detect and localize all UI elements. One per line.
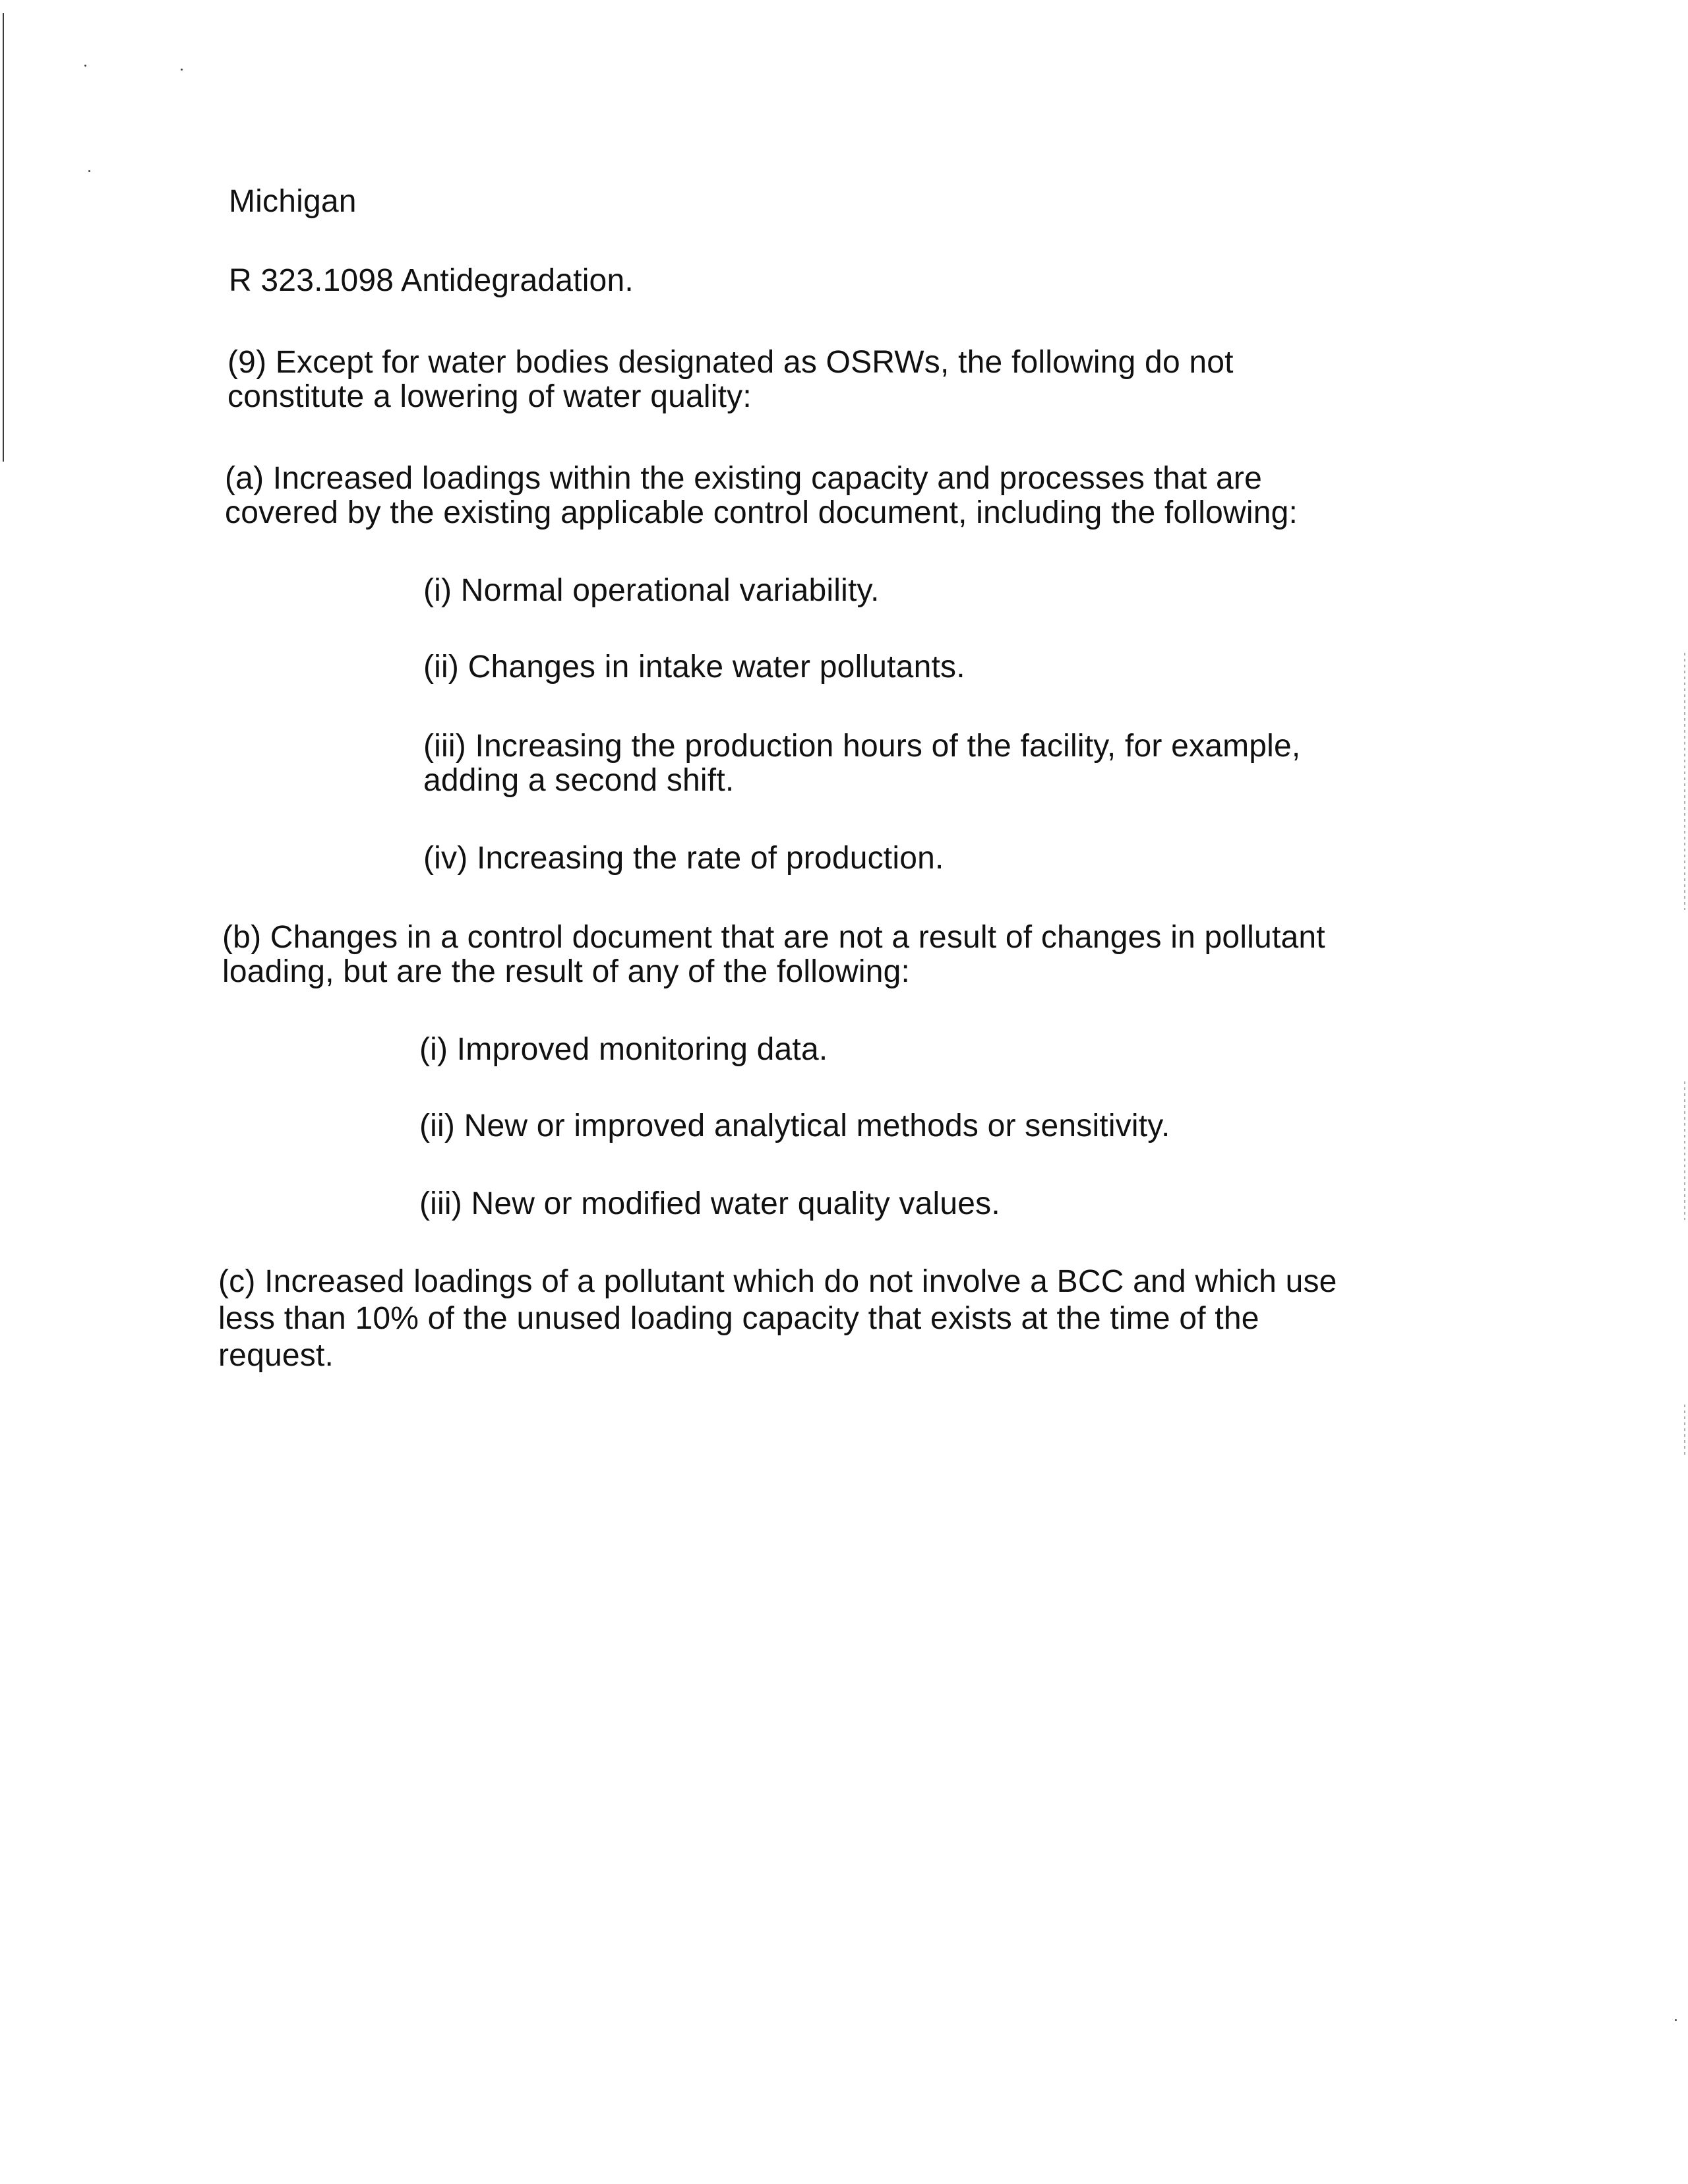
para-a-line-1: (a) Increased loadings within the existing capacity and processes that are	[225, 461, 1262, 496]
scan-speck	[1675, 2019, 1677, 2021]
rule-title: R 323.1098 Antidegradation.	[229, 263, 634, 298]
scan-speck	[181, 69, 183, 71]
b-item-ii: (ii) New or improved analytical methods or sensitivity.	[419, 1108, 1170, 1143]
para-b-line-2: loading, but are the result of any of the following:	[222, 954, 911, 989]
a-item-ii: (ii) Changes in intake water pollutants.	[423, 650, 965, 684]
para-9-line-2: constitute a lowering of water quality:	[227, 379, 752, 414]
a-item-iii-line-2: adding a second shift.	[423, 763, 735, 798]
state-heading: Michigan	[229, 184, 357, 219]
scan-edge-right-upper	[1684, 653, 1685, 910]
scan-speck	[88, 170, 90, 172]
a-item-iii-line-1: (iii) Increasing the production hours of the facility, for example,	[423, 729, 1301, 764]
scan-edge-left	[3, 13, 4, 462]
para-c-line-3: request.	[218, 1338, 334, 1373]
a-item-iv: (iv) Increasing the rate of production.	[423, 841, 944, 876]
para-c-line-2: less than 10% of the unused loading capacity that exists at the time of the	[218, 1301, 1259, 1336]
a-item-i: (i) Normal operational variability.	[423, 573, 880, 608]
para-a-line-2: covered by the existing applicable control document, including the following:	[225, 495, 1298, 530]
scan-speck	[84, 65, 86, 67]
scan-edge-right-lower	[1684, 1405, 1685, 1457]
para-c-line-1: (c) Increased loadings of a pollutant which do not involve a BCC and which use	[218, 1264, 1337, 1299]
para-b-line-1: (b) Changes in a control document that are not a result of changes in pollutant	[222, 920, 1325, 955]
para-9-line-1: (9) Except for water bodies designated as OSRWs, the following do not	[227, 345, 1234, 380]
scan-edge-right-middle	[1684, 1081, 1685, 1220]
b-item-i: (i) Improved monitoring data.	[419, 1032, 828, 1067]
b-item-iii: (iii) New or modified water quality values.	[419, 1186, 1000, 1221]
